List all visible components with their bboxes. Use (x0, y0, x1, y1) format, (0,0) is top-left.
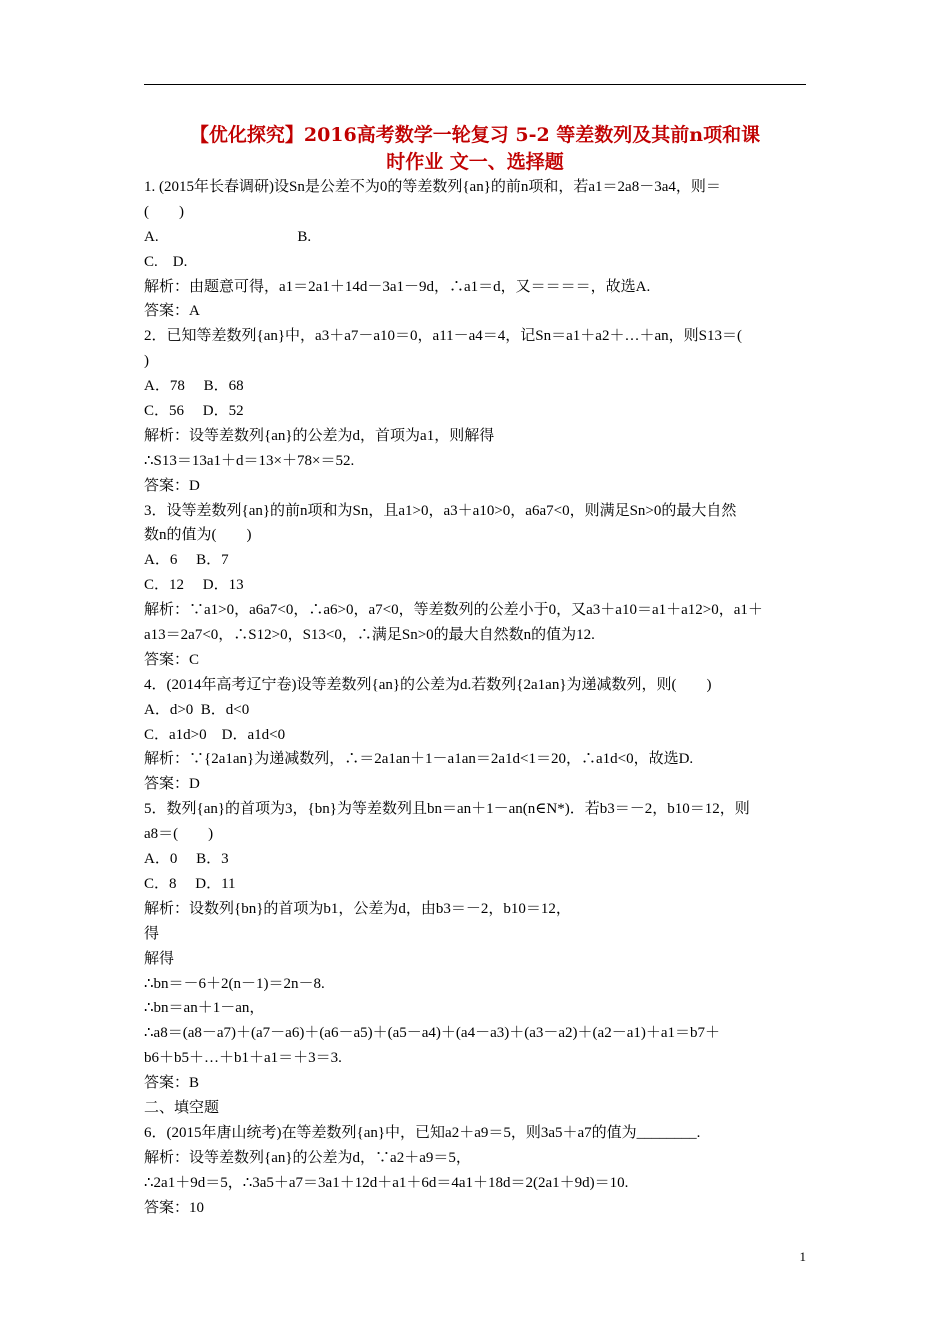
text-line: 解析：设数列{bn}的首项为b1，公差为d，由b3＝－2，b10＝12， (144, 900, 571, 917)
text-line: 答案：B (144, 1075, 200, 1092)
text-line: ) (144, 353, 149, 370)
text-line: C．8 D．11 (144, 875, 236, 892)
text-line: 答案：C (144, 651, 200, 668)
text-line: 解析：设等差数列{an}的公差为d，∵a2＋a9＝5， (144, 1149, 471, 1166)
text-line: 得 (144, 925, 160, 942)
text-line: 4．(2014年高考辽宁卷)设等差数列{an}的公差为d.若数列{2a1an}为递减数列，则( ) (144, 676, 712, 693)
text-line: ∴bn＝－6＋2(n－1)＝2n－8. (144, 975, 325, 992)
text-line: 解得 (144, 950, 175, 967)
text-line: ∴2a1＋9d＝5，∴3a5＋a7＝3a1＋12d＋a1＋6d＝4a1＋18d＝2(2a1＋9d)＝10. (144, 1174, 629, 1191)
text-line: 答案：10 (144, 1199, 205, 1216)
title-line-2: 时作业 文一、选择题 (386, 151, 564, 173)
text-line: 5．数列{an}的首项为3，{bn}为等差数列且bn＝an＋1－an(n∈N*)．若b3＝－2，b10＝12，则 (144, 801, 750, 818)
text-line: 2．已知等差数列{an}中，a3＋a7－a10＝0，a11－a4＝4，记Sn＝a1＋a2＋…＋an，则S13＝( (144, 328, 742, 345)
text-line: C．a1d>0 D．a1d<0 (144, 726, 286, 743)
text-line: a13＝2a7<0，∴S12>0，S13<0，∴满足Sn>0的最大自然数n的值为12. (144, 627, 595, 644)
text-line: 解析：设等差数列{an}的公差为d，首项为a1，则解得 (144, 427, 495, 444)
text-line: 解析：∵a1>0，a6a7<0，∴a6>0，a7<0，等差数列的公差小于0，又a3＋a10＝a1＋a12>0，a1＋ (144, 602, 763, 619)
document-title (140, 122, 810, 176)
text-line: A．0 B．3 (144, 851, 229, 868)
title-line-1: 【优化探究】2016高考数学一轮复习 5-2 等差数列及其前n项和课 (189, 124, 761, 146)
text-line: ∴S13＝13a1＋d＝13×＋78×＝52. (144, 452, 355, 469)
text-line: 二、填空题 (144, 1099, 220, 1116)
text-line: 答案：D (144, 776, 200, 793)
text-line: 解析：由题意可得，a1＝2a1＋14d－3a1－9d，∴a1＝d，又＝＝＝＝，故选A. (144, 278, 651, 295)
text-line: ( ) (144, 203, 184, 220)
text-line: ∴a8＝(a8－a7)＋(a7－a6)＋(a6－a5)＋(a5－a4)＋(a4－a3)＋(a3－a2)＋(a2－a1)＋a1＝b7＋ (144, 1025, 721, 1042)
text-line: ∴bn＝an＋1－an， (144, 1000, 265, 1017)
text-line: 解析：∵{2a1an}为递减数列，∴＝2a1an＋1－a1an＝2a1d<1＝20，∴a1d<0，故选D. (144, 751, 694, 768)
text-line: C．56 D．52 (144, 403, 244, 420)
text-line: A．d>0 B．d<0 (144, 701, 250, 718)
text-line: A．78 B．68 (144, 378, 244, 395)
text-line: A．6 B．7 (144, 552, 229, 569)
text-line: 答案：A (144, 303, 200, 320)
text-line: 6．(2015年唐山统考)在等差数列{an}中，已知a2＋a9＝5，则3a5＋a7的值为________. (144, 1124, 701, 1141)
text-line: 1. (2015年长春调研)设Sn是公差不为0的等差数列{an}的前n项和，若a1＝2a8－3a4，则＝ (144, 179, 721, 195)
text-line: 数n的值为( ) (144, 527, 252, 544)
text-line: a8＝( ) (144, 826, 214, 843)
text-line: 答案：D (144, 477, 200, 494)
text-line: C．12 D．13 (144, 577, 244, 594)
text-line: 3．设等差数列{an}的前n项和为Sn，且a1>0，a3＋a10>0，a6a7<0，则满足Sn>0的最大自然 (144, 502, 737, 519)
text-line: C. D. (144, 253, 188, 270)
text-line: A. B. (144, 228, 312, 245)
document-body (144, 175, 808, 1220)
page-number: 1 (799, 1249, 806, 1264)
header-rule (144, 84, 806, 85)
text-line: b6＋b5＋…＋b1＋a1＝＋3＝3. (144, 1050, 342, 1067)
